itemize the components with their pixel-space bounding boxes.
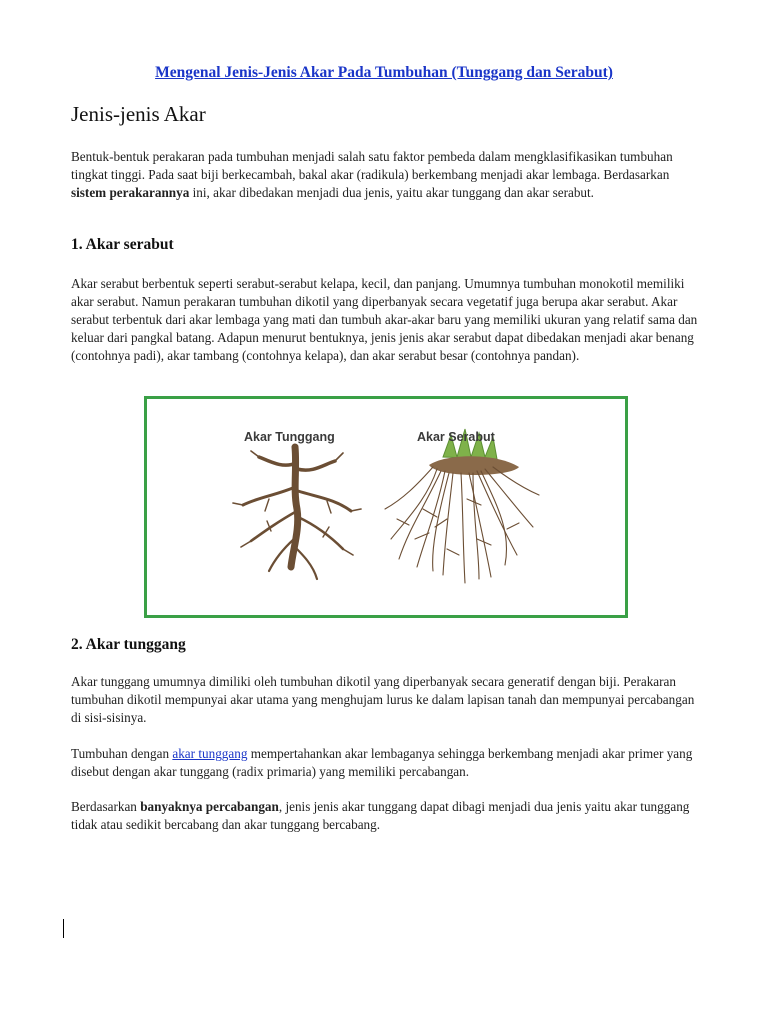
text-cursor (63, 919, 64, 938)
section-heading-akar-tunggang: 2. Akar tunggang (71, 636, 186, 653)
paragraph-3-bold-term: banyaknya percabangan (140, 799, 279, 814)
intro-paragraph (71, 148, 701, 202)
paragraph-2-text-2: mempertahankan akar lembaganya sehingga berkembang menjadi akar primer yang disebut dengan akar tunggang (radix primaria) yang memiliki percabangan. (71, 746, 693, 779)
akar-serabut-paragraph: Akar serabut berbentuk seperti serabut-serabut kelapa, kecil, dan panjang. Umumnya tumbuhan monokotil memiliki akar serabut. Namun perakaran tumbuhan dikotil yang diperbanyak secara vegetatif juga berupa akar serabut. Akar serabut terbentuk dari akar lembaga yang mati dan tumbuh akar-akar baru yang memiliki ukuran yang relatif sama dan keluar dari pangkal batang. Adapun menurut bentuknya, jenis jenis akar serabut dapat dibedakan menjadi akar benang (contohnya padi), akar tambang (contohnya kelapa), dan akar serabut besar (contohnya pandan). (71, 276, 698, 363)
intro-bold-term: sistem perakarannya (71, 185, 190, 200)
paragraph-3-text-1: Berdasarkan (71, 799, 141, 814)
root-illustration (147, 399, 625, 615)
figure-label-akar-tunggang: Akar Tunggang (244, 430, 335, 444)
paragraph-3-text-2: , jenis jenis akar tunggang dapat dibagi menjadi dua jenis yaitu akar tunggang tidak atau sedikit bercabang dan akar tunggang bercabang. (71, 799, 690, 832)
page-heading: Jenis-jenis Akar (71, 102, 206, 126)
fibrous-root-drawing (385, 429, 539, 583)
taproot-drawing (233, 447, 361, 579)
section-heading-akar-serabut: 1. Akar serabut (71, 236, 174, 253)
intro-text-1: Bentuk-bentuk perakaran pada tumbuhan menjadi salah satu faktor pembeda dalam mengklasifikasikan tumbuhan tingkat tinggi. Pada saat biji berkecambah, bakal akar (radikula) berkembang menjadi akar lembaga. Berdasarkan (71, 149, 673, 182)
article-title-link[interactable]: Mengenal Jenis-Jenis Akar Pada Tumbuhan (Tunggang dan Serabut) (155, 64, 613, 81)
intro-text-2: ini, akar dibedakan menjadi dua jenis, yaitu akar tunggang dan akar serabut. (189, 185, 594, 200)
root-types-figure (144, 396, 628, 618)
akar-tunggang-paragraph-1: Akar tunggang umumnya dimiliki oleh tumbuhan dikotil yang diperbanyak secara generatif dengan biji. Perakaran tumbuhan dikotil mempunyai akar utama yang menghujam lurus ke dalam lapisan tanah dan mempunyai percabangan di sisi-sisinya. (71, 674, 695, 725)
paragraph-2-text-1: Tumbuhan dengan (71, 746, 173, 761)
akar-tunggang-paragraph-2 (71, 745, 701, 781)
figure-label-akar-serabut: Akar Serabut (417, 430, 495, 444)
akar-tunggang-link[interactable]: akar tunggang (172, 746, 248, 761)
akar-tunggang-paragraph-3 (71, 798, 701, 834)
